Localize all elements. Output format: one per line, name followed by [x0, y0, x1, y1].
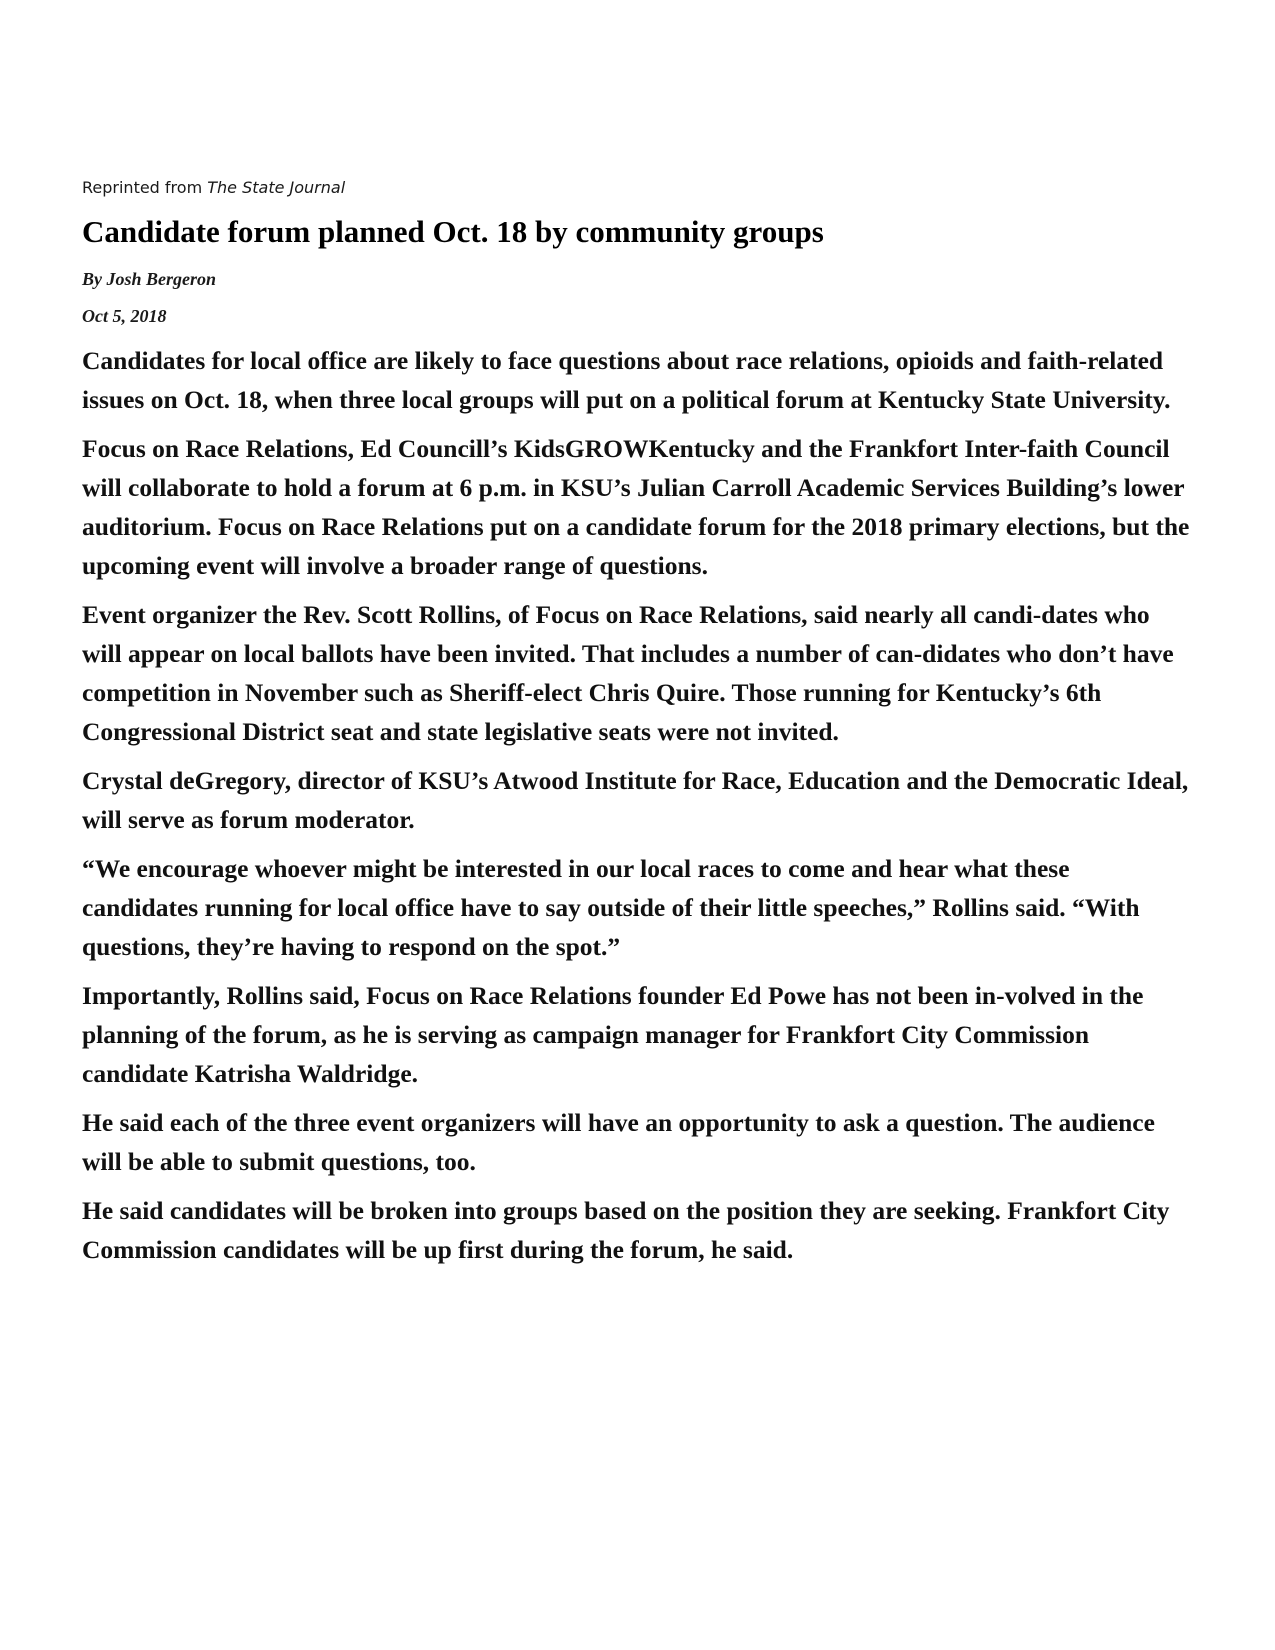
publish-date: Oct 5, 2018 — [82, 306, 167, 326]
paragraph: “We encourage whoever might be interested in our local races to come and hear what these candidates running for local office have to say outside of their little speeches,” Rollins said. “With questions, they’re having to respond on the spot.” — [82, 854, 1140, 961]
article — [82, 177, 1190, 1279]
paragraph: He said each of the three event organizers will have an opportunity to ask a question. The audience will be able to submit questions, too. — [82, 1108, 1155, 1176]
paragraph: Focus on Race Relations, Ed Councill’s KidsGROWKentucky and the Frankfort Inter-faith Council will collaborate to hold a forum at 6 p.m. in KSU’s Julian Carroll Academic Services Building’s lower auditorium. Focus on Race Relations put on a candidate forum for the 2018 primary elections, but the upcoming event will involve a broader range of questions. — [82, 434, 1190, 580]
paragraph: Importantly, Rollins said, Focus on Race Relations founder Ed Powe has not been in-volved in the planning of the forum, as he is serving as campaign manager for Frankfort City Commission candidate Katrisha Waldridge. — [82, 981, 1144, 1088]
paragraph: Candidates for local office are likely to face questions about race relations, opioids and faith-related issues on Oct. 18, when three local groups will put on a political forum at Kentucky State University. — [82, 346, 1171, 414]
article-body — [82, 341, 1190, 1269]
paragraph: He said candidates will be broken into groups based on the position they are seeking. Frankfort City Commission candidates will be up first during the forum, he said. — [82, 1196, 1170, 1264]
headline: Candidate forum planned Oct. 18 by community groups — [82, 214, 824, 249]
reprint-note — [82, 177, 1190, 199]
paragraph: Crystal deGregory, director of KSU’s Atwood Institute for Race, Education and the Democratic Ideal, will serve as forum moderator. — [82, 766, 1189, 834]
reprint-prefix: Reprinted from — [82, 178, 208, 197]
paragraph: Event organizer the Rev. Scott Rollins, of Focus on Race Relations, said nearly all candi-dates who will appear on local ballots have been invited. That includes a number of can-didates who don’t have competition in November such as Sheriff-elect Chris Quire. Those running for Kentucky’s 6th Congressional District seat and state legislative seats were not invited. — [82, 600, 1174, 746]
reprint-source: The State Journal — [207, 178, 346, 197]
byline: By Josh Bergeron — [82, 269, 217, 289]
